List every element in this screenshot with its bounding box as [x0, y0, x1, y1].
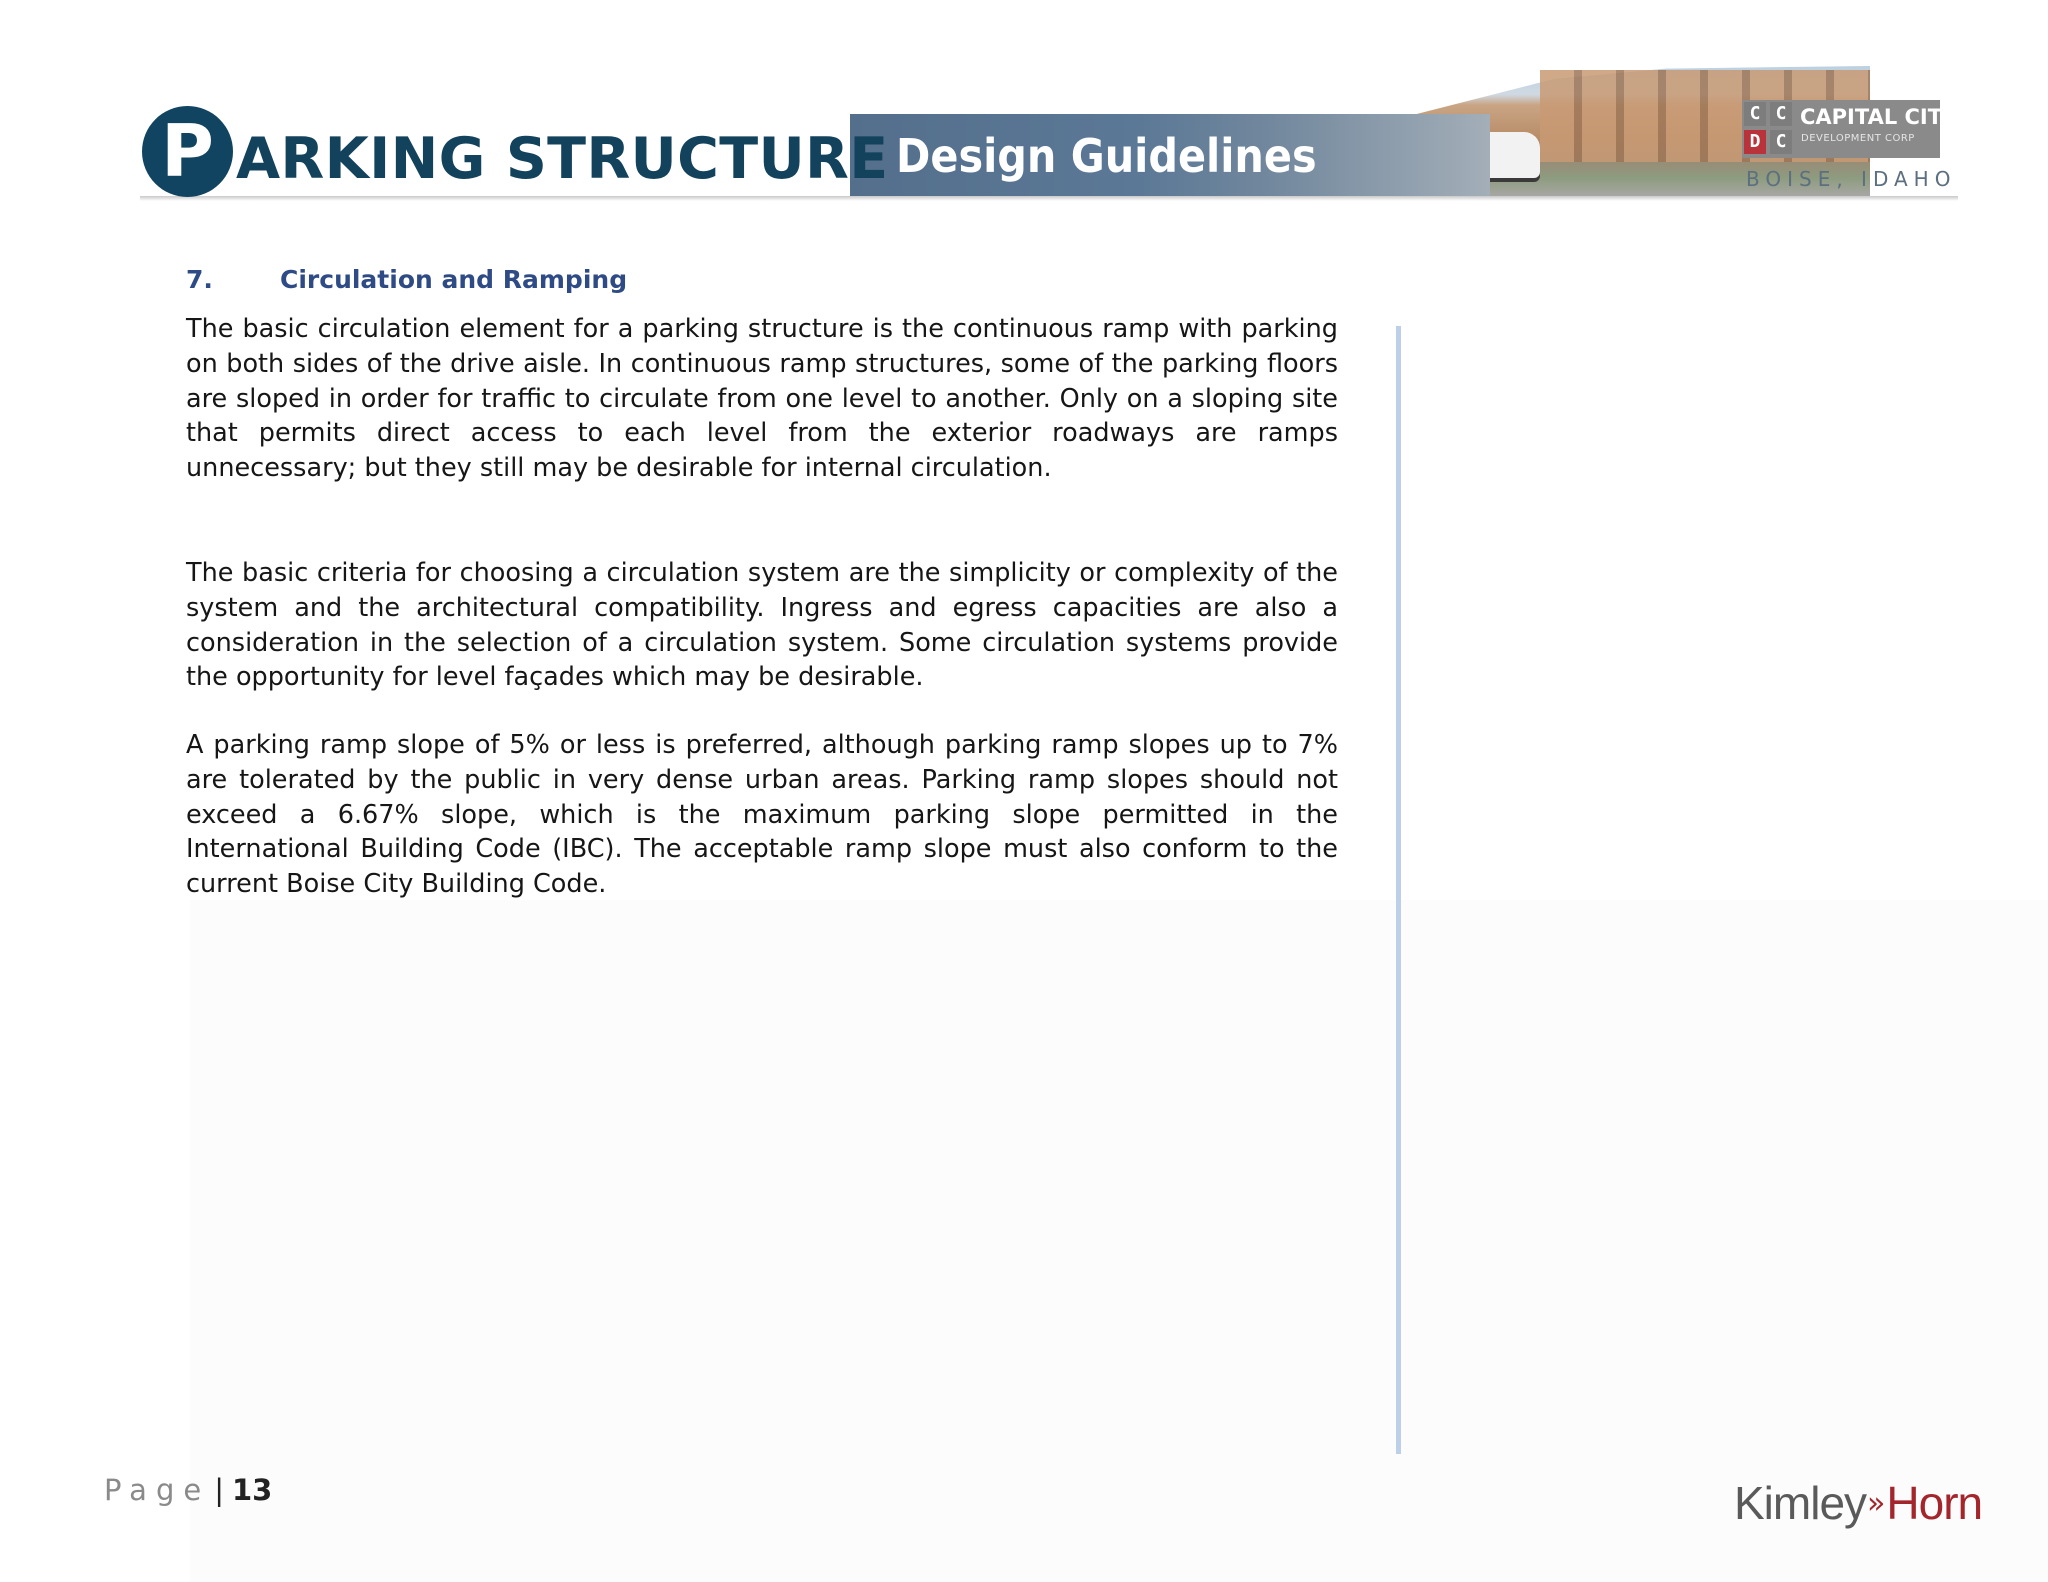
banner-underline	[140, 196, 1958, 201]
document-title: ARKING STRUCTURE	[236, 126, 889, 192]
logo-word-left: Kimley	[1734, 1477, 1867, 1529]
header-banner	[140, 62, 1960, 207]
section-number: 7.	[186, 265, 213, 294]
monogram-letter: C	[1744, 102, 1766, 126]
body-paragraph: The basic criteria for choosing a circulation system are the simplicity or complexity of the system and the architectural compatibility. Ingress and egress capacities are also a consideration in the selection of a circulation system. Some circulation systems provide the opportunity for level façades which may be desirable.	[186, 558, 1338, 693]
monogram-letter: D	[1744, 130, 1766, 154]
page-number: 13	[232, 1473, 273, 1507]
page-separator: |	[214, 1473, 224, 1507]
org-logo-monogram	[1744, 102, 1794, 156]
org-logo-subname: DEVELOPMENT CORP	[1801, 133, 1915, 144]
sidebar-divider	[1396, 326, 1401, 1454]
document-subtitle: Design Guidelines	[896, 129, 1317, 183]
chevron-icon: »	[1867, 1486, 1886, 1521]
monogram-letter: C	[1770, 130, 1792, 154]
kimley-horn-logo	[1734, 1478, 1982, 1528]
body-paragraph: The basic circulation element for a parking structure is the continuous ramp with parking on both sides of the drive aisle. In continuous ramp structures, some of the parking floors are sloped in order for traffic to circulate from one level to another. Only on a sloping site that permits direct access to each level from the exterior roadways are ramps unnecessary; but they still may be desirable for internal circulation.	[186, 314, 1338, 484]
org-location: BOISE, IDAHO	[1746, 167, 1957, 191]
body-paragraph: A parking ramp slope of 5% or less is preferred, although parking ramp slopes up to 7% are tolerated by the public in very dense urban areas. Parking ramp slopes should not exceed a 6.67% slope, which is the maximum parking slope permitted in the International Building Code (IBC). The acceptable ramp slope must also conform to the current Boise City Building Code.	[186, 730, 1338, 900]
logo-word-right: Horn	[1886, 1477, 1983, 1529]
section-title: Circulation and Ramping	[280, 265, 628, 294]
page-footer	[104, 1470, 272, 1510]
page-label: Page	[104, 1473, 211, 1507]
title-initial-badge: P	[142, 106, 233, 197]
monogram-letter: C	[1770, 102, 1792, 126]
org-logo-name: CAPITAL CITY	[1800, 105, 1958, 129]
